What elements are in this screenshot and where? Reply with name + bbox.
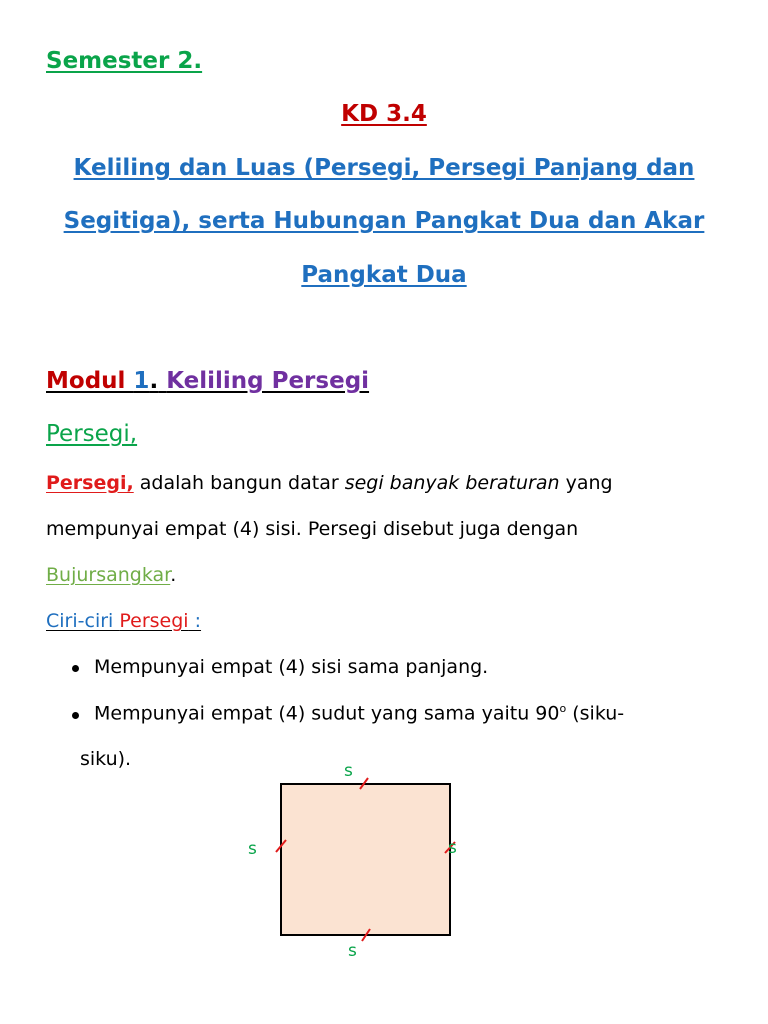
paragraph-line-3-end: . [170, 564, 177, 586]
ciri-term: Persegi [119, 610, 189, 632]
paragraph-line-1 [46, 472, 613, 494]
section-heading: Persegi, [46, 421, 138, 447]
ciri-heading [46, 610, 201, 632]
module-number: 1 [133, 368, 150, 394]
paragraph-term: Persegi, [46, 472, 134, 494]
bullet-dot-2 [72, 712, 79, 719]
title-line-3-text: Pangkat Dua [301, 262, 467, 288]
title-line-1 [0, 155, 768, 181]
module-heading [46, 368, 369, 394]
title-line-2 [0, 208, 768, 234]
kd-heading [0, 101, 768, 127]
bullet-item-2 [94, 702, 624, 724]
module-dot: . [149, 368, 159, 394]
paragraph-line-1-text: adalah bangun datar [133, 472, 345, 494]
side-label-left: s [248, 839, 257, 859]
kd-text: KD 3.4 [341, 101, 427, 127]
title-line-1-text: Keliling dan Luas (Persegi, Persegi Panjang dan [73, 155, 695, 181]
title-line-2-text: Segitiga), serta Hubungan Pangkat Dua dan Akar [63, 208, 705, 234]
bullet-dot-1 [72, 665, 79, 672]
side-label-right: s [448, 838, 457, 858]
bullet-item-2-end: (siku- [566, 702, 625, 725]
module-title: Keliling Persegi [166, 368, 370, 394]
paragraph-italic: segi banyak beraturan [344, 472, 560, 494]
bullet-item-2-continued: siku). [80, 748, 132, 770]
square-figure [240, 755, 470, 970]
semester-heading: Semester 2. [46, 48, 203, 74]
title-line-3 [0, 262, 768, 288]
ciri-prefix: Ciri-ciri [46, 610, 120, 632]
bullet-item-1: Mempunyai empat (4) sisi sama panjang. [94, 656, 489, 678]
paragraph-line-1-end: yang [559, 472, 613, 494]
paragraph-line-2: mempunyai empat (4) sisi. Persegi disebut juga dengan [46, 518, 579, 540]
bujursangkar-term: Bujursangkar [46, 564, 171, 586]
ciri-suffix: : [188, 610, 202, 632]
paragraph-line-3 [46, 564, 176, 586]
side-label-top: s [344, 761, 353, 781]
bullet-item-2-text: Mempunyai empat (4) sudut yang sama yaitu 90 [94, 702, 560, 725]
degree-sup: o [559, 702, 567, 715]
module-label: Modul [46, 368, 134, 394]
side-label-bottom: s [348, 941, 357, 961]
square-shape [281, 784, 450, 935]
